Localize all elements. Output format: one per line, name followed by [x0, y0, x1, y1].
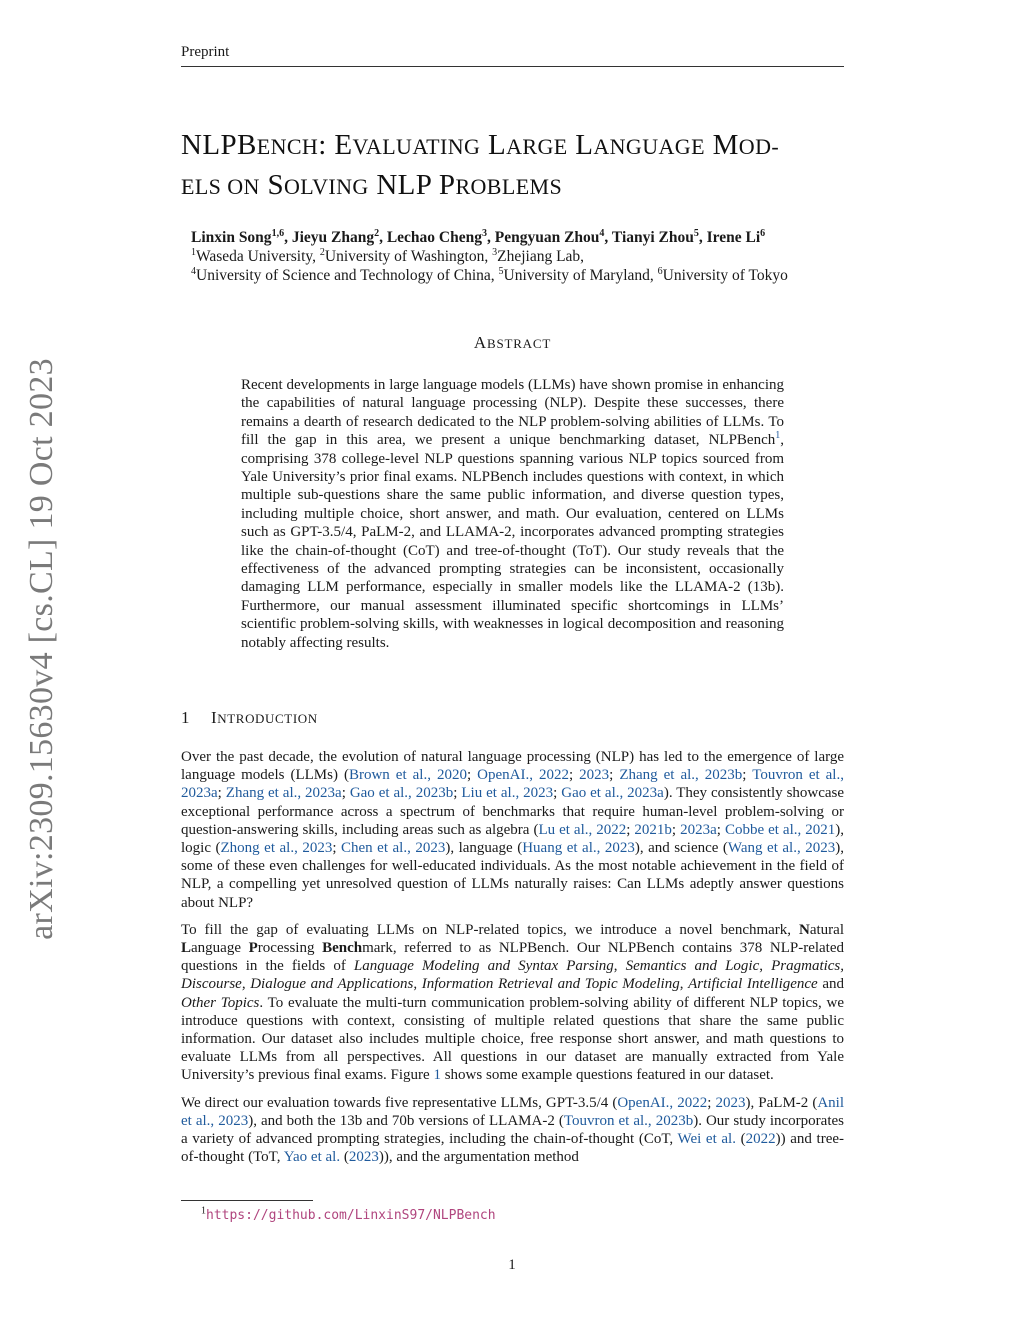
text-run: mark, referred to as NLPBench. Our NLPBench contains 378 NLP-related questions in the fields of: [181, 940, 845, 975]
text-run: ;: [332, 840, 341, 857]
topic-name: Semantics and Logic: [625, 958, 760, 975]
text-run: ), and science (: [634, 840, 728, 857]
paper-title: NLPBENCH: EVALUATING LARGE LANGUAGE MOD- ELS ON SOLVING NLP PROBLEMS: [181, 129, 780, 201]
text-run: rocessing: [257, 940, 323, 957]
affiliations-line-2: $^4$University of Science and Technology of China, $^5$University of Maryland, $^6$University of Tokyo: [191, 265, 788, 284]
text-run: ;: [609, 767, 620, 784]
citation-link[interactable]: OpenAI., 2022: [477, 767, 569, 784]
footnote-rule: [181, 1200, 313, 1201]
citation-link[interactable]: Yao et al.: [283, 1149, 341, 1166]
bold-text: L: [181, 940, 192, 957]
text-run: ;: [568, 767, 580, 784]
running-header: Preprint: [181, 44, 230, 60]
text-run: ,: [413, 976, 422, 993]
text-run: To fill the gap of evaluating LLMs on NLP-related topics, we introduce a novel benchmark,: [181, 921, 799, 938]
footnote: $^1$https://github.com/LinxinS97/NLPBench: [201, 1205, 496, 1223]
text-run: ), PaLM-2 (: [745, 1094, 818, 1111]
text-run: ), and both the 13b and 70b versions of LLAMA-2 (: [248, 1112, 564, 1129]
text-run: We direct our evaluation towards five representative LLMs, GPT-3.5/4 (: [181, 1094, 618, 1111]
text-run: ;: [626, 821, 635, 838]
text-run: ). They consistently showcase exceptional performance across a spectrum of benchmarks that require human-level problem-solving or question-answering skills, including areas such as algebra (: [181, 785, 845, 838]
citation-link[interactable]: 2023a: [680, 821, 717, 838]
text-run: ;: [707, 1094, 716, 1111]
abstract-body: Recent developments in large language models (LLMs) have shown promise in enhancing the capabilities of natural language processing (NLP). Despite these successes, there remains a dearth of research dedicated to the NLP problem-solving abilities of LLMs. To fill the gap in this area, we present a unique benchmarking dataset, NLPBench$^1$, comprising 378 college-level NLP questions spanning various NLP topics sourced from Yale University’s prior final exams. NLPBench includes questions with context, in which multiple sub-questions share the same public information, and diverse question types, including multiple choice, short answer, and math. Our evaluation, centered on LLMs such as GPT-3.5/4, PaLM-2, and LLAMA-2, incorporates advanced prompting strategies like the chain-of-thought (CoT) and tree-of-thought (ToT). Our study reveals that the effectiveness of the advanced prompting strategies can be inconsistent, occasionally damaging LLM performance, especially in smaller models like the LLAMA-2 (13b). Furthermore, our manual assessment illuminated specific shortcomings in LLMs’ scientific problem-solving skills, with weaknesses in logical decomposition and reasoning notably affecting results.: [241, 377, 784, 651]
text-run: shows some example questions featured in our dataset.: [440, 1067, 774, 1084]
citation-link[interactable]: Liu et al., 2023: [461, 785, 554, 802]
citation-link[interactable]: Anil et al., 2023: [181, 1094, 844, 1129]
text-run: ;: [671, 821, 681, 838]
citation-link[interactable]: 2022: [745, 1131, 776, 1148]
paragraph: [181, 1094, 844, 1167]
citation-link[interactable]: Gao et al., 2023a: [561, 785, 664, 802]
affiliations-line-1: $^1$Waseda University, $^2$University of Washington, $^3$Zhejiang Lab,: [191, 246, 585, 265]
citation-link[interactable]: 2023: [579, 767, 610, 784]
topic-name: Artificial Intelligence: [688, 976, 818, 993]
text-run: )), and the argumentation method: [378, 1149, 579, 1166]
text-run: atural: [809, 921, 844, 938]
text-run: ;: [341, 785, 350, 802]
paragraph: [181, 748, 844, 912]
bold-text: P: [248, 940, 258, 957]
topic-name: Information Retrieval and Topic Modeling: [421, 976, 680, 993]
arxiv-identifier: arXiv:2309.15630v4 [cs.CL] 19 Oct 2023: [23, 358, 60, 940]
section-heading-introduction: 1 INTRODUCTION: [181, 708, 318, 727]
bold-text: N: [799, 921, 810, 938]
citation-link[interactable]: Huang et al., 2023: [522, 840, 635, 857]
text-run: ,: [679, 976, 689, 993]
header-rule: [181, 66, 844, 67]
citation-link[interactable]: 2023: [348, 1149, 379, 1166]
text-run: )) and tree-of-thought (ToT,: [181, 1131, 845, 1166]
author-names: Linxin Song$^{1,6}$, Jieyu Zhang$^2$, Lechao Cheng$^3$, Pengyuan Zhou$^4$, Tianyi Zhou$^5$, Irene Li$^6$: [191, 227, 766, 246]
citation-link[interactable]: Cobbe et al., 2021: [724, 821, 836, 838]
citation-link[interactable]: Lu et al., 2022: [538, 821, 627, 838]
paragraph: [181, 921, 844, 1085]
citation-link[interactable]: Wang et al., 2023: [727, 840, 836, 857]
citation-link[interactable]: Wei et al.: [677, 1131, 736, 1148]
citation-link[interactable]: Zhong et al., 2023: [220, 840, 333, 857]
bold-text: Bench: [322, 940, 363, 957]
text-run: ), language (: [445, 840, 523, 857]
text-run: ;: [217, 785, 226, 802]
citation-link[interactable]: Touvron et al., 2023a: [181, 767, 844, 802]
topic-name: Other Topics: [181, 994, 260, 1011]
text-run: ;: [453, 785, 462, 802]
text-run: anguage: [191, 940, 249, 957]
text-run: ,: [613, 958, 626, 975]
citation-link[interactable]: Brown et al., 2020: [348, 767, 467, 784]
introduction-body: [181, 748, 844, 1175]
text-run: and: [817, 976, 845, 993]
author-block: [191, 228, 851, 285]
topic-name: Pragmatics, Discourse, Dialogue and Applications: [181, 958, 845, 993]
citation-link[interactable]: 2023: [715, 1094, 746, 1111]
footnote-marker-link[interactable]: 1: [775, 430, 781, 442]
footnote-url-link[interactable]: https://github.com/LinxinS97/NLPBench: [206, 1208, 496, 1223]
text-run: ;: [742, 767, 753, 784]
text-run: ,: [759, 958, 772, 975]
citation-link[interactable]: Chen et al., 2023: [341, 840, 446, 857]
citation-link[interactable]: 1: [433, 1067, 441, 1084]
citation-link[interactable]: Touvron et al., 2023b: [563, 1112, 694, 1129]
text-run: (: [735, 1131, 746, 1148]
text-run: (: [340, 1149, 349, 1166]
text-run: ). Our study incorporates a variety of advanced prompting strategies, including the chain-of-thought (CoT,: [181, 1112, 844, 1148]
page-number: 1: [508, 1257, 516, 1273]
text-run: ;: [466, 767, 478, 784]
topic-name: Language Modeling and Syntax Parsing: [353, 958, 614, 975]
text-run: ), logic (: [181, 821, 844, 857]
citation-link[interactable]: Zhang et al., 2023b: [619, 767, 743, 784]
text-run: Over the past decade, the evolution of natural language processing (NLP) has led to the emergence of large language models (LLMs) (: [181, 749, 844, 784]
text-run: ), some of these even challenges for well-educated individuals. As the most notable achievement in the field of NLP, a compelling yet unresolved question of LLMs naturally raises: Can LLMs adeptly answer questions about NLP?: [181, 840, 844, 911]
citation-link[interactable]: OpenAI., 2022: [617, 1094, 708, 1111]
citation-link[interactable]: Gao et al., 2023b: [349, 785, 454, 802]
text-run: ;: [553, 785, 562, 802]
text-run: ;: [716, 821, 725, 838]
text-run: . To evaluate the multi-turn communication problem-solving ability of different NLP topics, we introduce questions with context, consisting of multiple related questions that share the same public information. Our dataset also includes multiple choice, free response short answer, and math questions to evaluate LLMs from all perspectives. All questions in our dataset are manually extracted from Yale University’s previous final exams. Figure: [181, 994, 845, 1084]
citation-link[interactable]: 2021b: [634, 821, 672, 838]
abstract-heading: ABSTRACT: [473, 333, 552, 352]
citation-link[interactable]: Zhang et al., 2023a: [225, 785, 342, 802]
